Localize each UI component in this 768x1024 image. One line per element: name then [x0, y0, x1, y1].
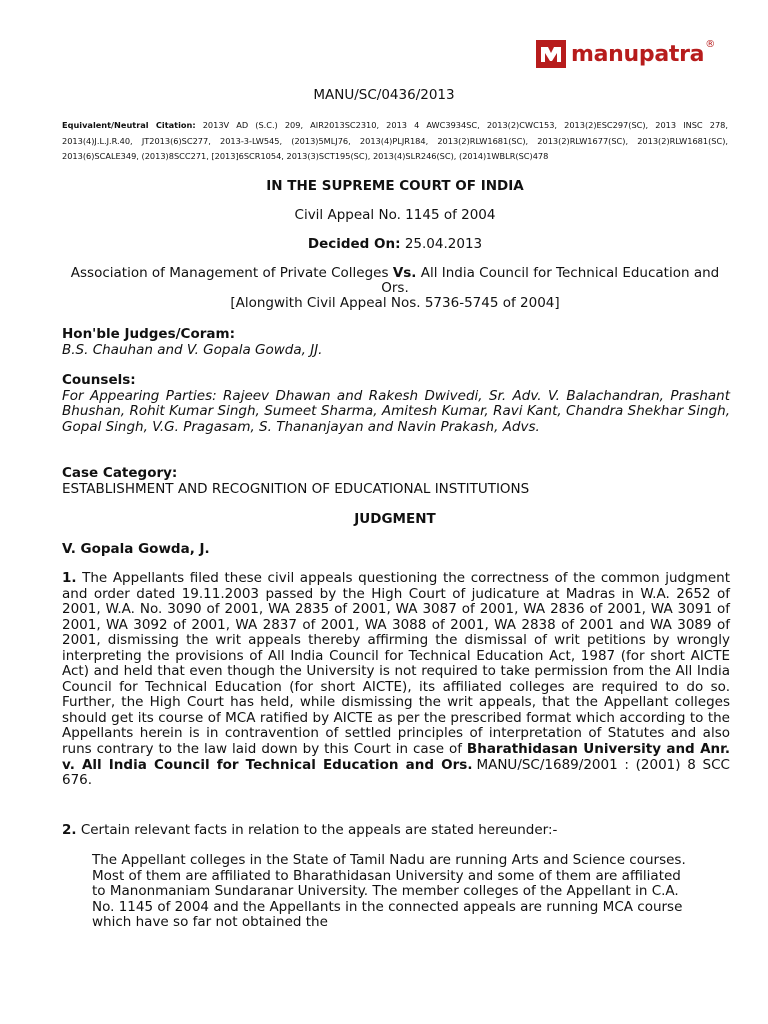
appeal-number: Civil Appeal No. 1145 of 2004	[294, 207, 496, 223]
manupatra-logo	[536, 36, 715, 72]
category-value: ESTABLISHMENT AND RECOGNITION OF EDUCATIONAL INSTITUTIONS	[62, 480, 530, 497]
decided-label: Decided On:	[307, 236, 401, 252]
paragraph-1	[62, 571, 730, 789]
judges-names: B.S. Chauhan and V. Gopala Gowda, JJ.	[62, 341, 323, 358]
judgment-author: V. Gopala Gowda, J.	[62, 541, 210, 557]
equivalent-citation	[62, 118, 728, 165]
counsels-text: For Appearing Parties: Rajeev Dhawan and Rakesh Dwivedi, Sr. Adv. V. Balachandran, Prashant Bhushan, Rohit Kumar Singh, Sumeet Sharma, Amitesh Kumar, Ravi Kant, Chandra Shekhar Singh, Gopal Singh, V.G. Pragasam, S. Thananjayan and Navin Prakash, Advs.	[62, 387, 730, 435]
paragraph-2-text: Certain relevant facts in relation to the appeals are stated hereunder:-	[76, 822, 558, 838]
decided-date: 25.04.2013	[400, 236, 483, 252]
cited-case-name: Bharathidasan University and Anr. v. All India Council for Technical Education and Ors.	[62, 741, 730, 773]
respondent: All India Council for Technical Education and Ors.	[381, 265, 720, 296]
manupatra-logo-icon	[536, 40, 566, 68]
court-name: IN THE SUPREME COURT OF INDIA	[266, 178, 524, 194]
paragraph-1-text: The Appellants filed these civil appeals questioning the correctness of the common judgment and order dated 19.11.2003 passed by the High Court of judicature at Madras in W.A. 2652 of 2001, W.A. No. 3090 of 2001, WA 2835 of 2001, WA 3087 of 2001, WA 2836 of 2001, WA 3091 of 2001, WA 3092 of 2001, WA 2837 of 2001, WA 3088 of 2001, WA 2838 of 2001 and WA 3089 of 2001, dismissing the writ appeals thereby affirming the dismissal of writ petitions by wrongly interpreting the provisions of All India Council for Technical Education Act, 1987 (for short AICTE Act) and held that even though the University is not required to take permission from the All India Council for Technical Education (for short AICTE), its affiliated colleges are required to do so. Further, the High Court has held, while dismissing the writ appeals, that the Appellant colleges should get its course of MCA ratified by AICTE as per the prescribed format which according to the Appellants herein is in contravention of settled principles of interpretation of Statutes and also runs contrary to the law laid down by this Court in case of	[62, 570, 730, 758]
category-label: Case Category:	[62, 465, 178, 481]
case-category	[62, 466, 730, 497]
decided-on	[62, 237, 728, 252]
cited-case-reference: MANU/SC/1689/2001 : (2001) 8 SCC 676.	[62, 756, 730, 789]
paragraph-1-number: 1.	[62, 570, 77, 586]
citation-label: Equivalent/Neutral Citation:	[62, 120, 196, 130]
alongwith-appeals: [Alongwith Civil Appeal Nos. 5736-5745 of 2004]	[230, 295, 560, 311]
citation-text: 2013V AD (S.C.) 209, AIR2013SC2310, 2013 4 AWC3934SC, 2013(2)CWC153, 2013(2)ESC297(SC), 2013 INSC 278, 2013(4)J.L.J.R.40, JT2013(6)SC277, 2013-3-LW545, (2013)5MLJ76, 2013(4)PLJR184, 2013(2)RLW1681(SC), 2013(2)RLW1677(SC), 2013(2)RLW1681(SC), 2013(6)SCALE349, (2013)8SCC271, [2013]6SCR1054, 2013(3)SCT195(SC), 2013(4)SLR246(SC), (2014)1WBLR(SC)478	[62, 120, 728, 161]
manupatra-wordmark: manupatra	[571, 41, 705, 67]
document-id: MANU/SC/0436/2013	[313, 87, 455, 103]
paragraph-2-number: 2.	[62, 822, 77, 838]
registered-mark: ®	[705, 38, 716, 50]
petitioner: Association of Management of Private Colleges	[70, 265, 393, 281]
judges-section	[62, 327, 730, 358]
counsels-section	[62, 373, 730, 435]
judges-label: Hon'ble Judges/Coram:	[62, 326, 235, 342]
counsels-label: Counsels:	[62, 372, 136, 388]
case-parties	[62, 266, 728, 311]
quoted-facts: The Appellant colleges in the State of Tamil Nadu are running Arts and Science courses. Most of them are affiliated to Bharathidasan University and some of them are affiliated to Manonmaniam Sundaranar University. The member colleges of the Appellant in C.A. No. 1145 of 2004 and the Appellants in the connected appeals are running MCA course which have so far not obtained the	[92, 852, 686, 931]
paragraph-2	[62, 823, 730, 839]
judgment-heading: JUDGMENT	[354, 511, 436, 527]
versus: Vs.	[392, 265, 417, 281]
